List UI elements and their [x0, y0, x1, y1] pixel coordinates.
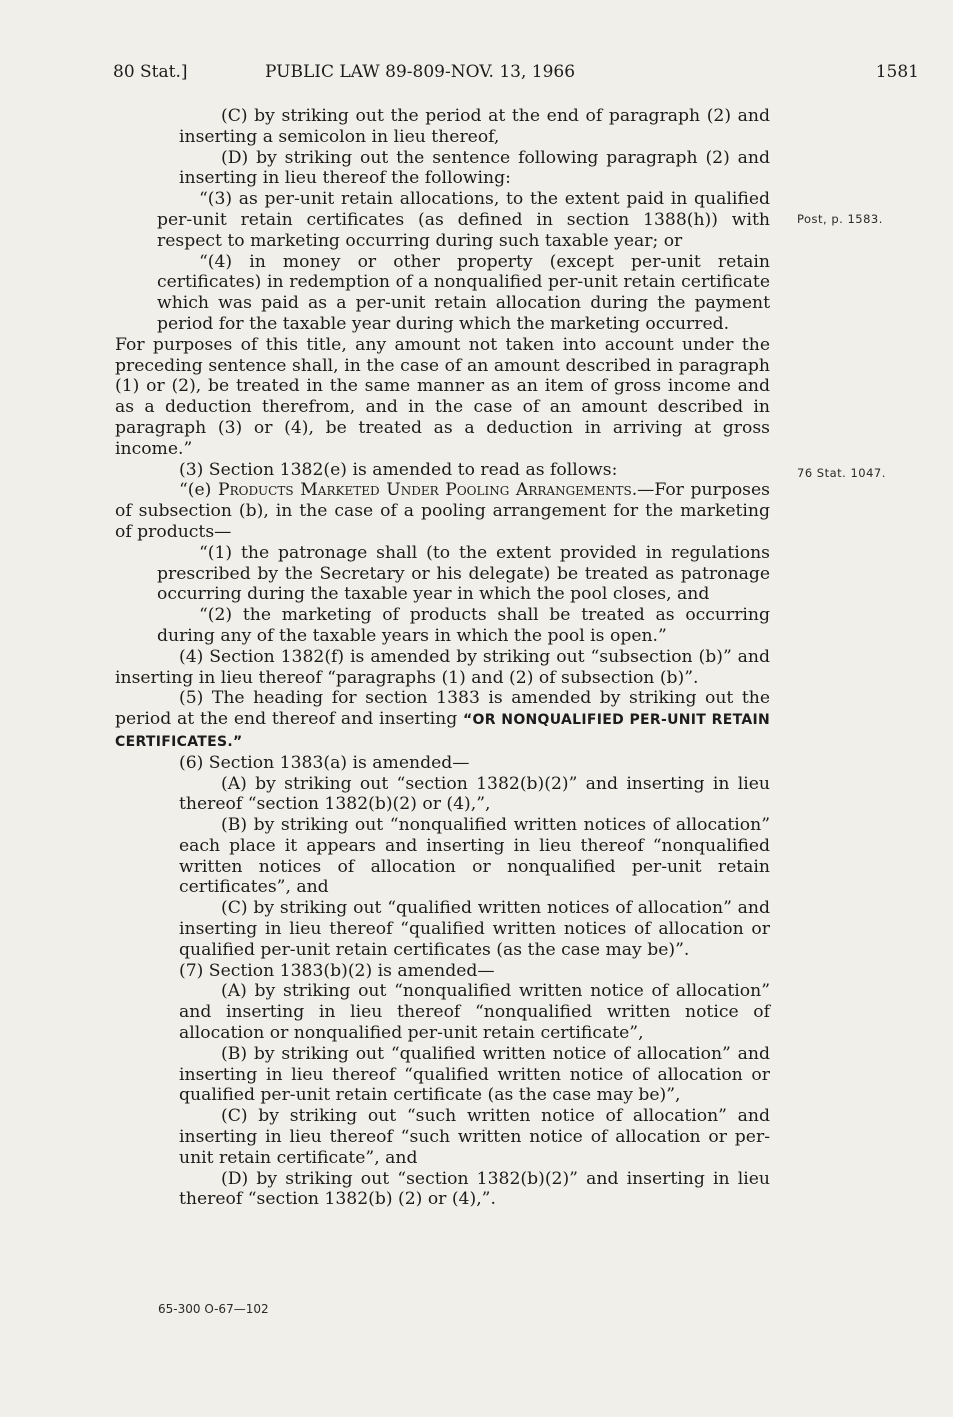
body-text	[115, 106, 770, 1210]
paragraph: (C) by striking out “qualified written notices of allocation” and inserting in lieu thereof “qualified written notices of allocation or qualified per-unit retain certificates (as the case may be)”.	[179, 898, 770, 960]
paragraph: (4) Section 1382(f) is amended by striking out “subsection (b)” and inserting in lieu thereof “paragraphs (1) and (2) of subsection (b)”.	[115, 646, 770, 688]
paragraph: (D) by striking out the sentence following paragraph (2) and inserting in lieu thereof the following:	[179, 147, 770, 189]
paragraph: “(3) as per-unit retain allocations, to the extent paid in qualified per-unit retain certificates (as defined in section 1388(h)) with respect to marketing occurring during such taxable year; or	[157, 189, 770, 251]
margin-note-stat: 76 Stat. 1047.	[797, 466, 886, 480]
paragraph: (A) by striking out “section 1382(b)(2)” and inserting in lieu thereof “section 1382(b)(2) or (4),”,	[179, 773, 770, 815]
bold-heading-text: “OR NONQUALIFIED PER-UNIT RETAIN CERTIFICATES.”	[115, 712, 770, 750]
paragraph: “(4) in money or other property (except per-unit retain certificates) in redemption of a nonqualified per-unit retain certificate which was paid as a per-unit retain allocation during the payment period for the taxable year during which the marketing occurred.	[157, 251, 770, 334]
paragraph: (B) by striking out “qualified written notice of allocation” and inserting in lieu thereof “qualified written notice of allocation or qualified per-unit retain certificate (as the case may be)”,	[179, 1043, 770, 1106]
paragraph-prefix: “(e)	[179, 480, 218, 501]
paragraph: For purposes of this title, any amount not taken into account under the preceding sentence shall, in the case of an amount described in paragraph (1) or (2), be treated in the same manner as an item of gross income and as a deduction therefrom, and in the case of an amount described in paragraph (3) or (4), be treated as a deduction in arriving at gross income.”	[115, 334, 770, 459]
paragraph-body: .—For purposes of subsection (b), in the case of a pooling arrangement for the marketing of products—	[115, 480, 770, 542]
paragraph: (7) Section 1383(b)(2) is amended—	[179, 960, 495, 981]
paragraph: “(1) the patronage shall (to the extent provided in regulations prescribed by the Secretary or his delegate) be treated as patronage occurring during the taxable year in which the pool closes, and	[157, 542, 770, 605]
paragraph: (D) by striking out “section 1382(b)(2)” and inserting in lieu thereof “section 1382(b) (2) or (4),”.	[179, 1168, 770, 1210]
paragraph	[115, 688, 770, 752]
paragraph: (A) by striking out “nonqualified written notice of allocation” and inserting in lieu thereof “nonqualified written notice of allocation or nonqualified per-unit retain certificate”,	[179, 981, 770, 1044]
law-title: PUBLIC LAW 89-809-NOV. 13, 1966	[265, 62, 576, 82]
statute-volume: 80 Stat.]	[113, 62, 188, 82]
paragraph: “(2) the marketing of products shall be treated as occurring during any of the taxable years in which the pool is open.”	[157, 605, 770, 646]
paragraph-body: (5) The heading for section 1383 is amended by striking out the period at the end thereof and inserting	[115, 688, 770, 730]
paragraph: (6) Section 1383(a) is amended—	[179, 752, 470, 773]
paragraph: (C) by striking out the period at the end of paragraph (2) and inserting a semicolon in lieu thereof,	[179, 106, 770, 147]
page-header	[113, 62, 919, 86]
section-heading: Products Marketed Under Pooling Arrangements	[218, 480, 632, 501]
paragraph: (C) by striking out “such written notice of allocation” and inserting in lieu thereof “such written notice of allocation or per-unit retain certificate”, and	[179, 1106, 770, 1168]
paragraph	[115, 480, 770, 542]
paragraph: (3) Section 1382(e) is amended to read as follows:	[179, 459, 618, 480]
margin-note-post: Post, p. 1583.	[797, 212, 883, 226]
print-code-footer: 65-300 O-67—102	[158, 1302, 269, 1316]
paragraph: (B) by striking out “nonqualified written notices of allocation” each place it appears and inserting in lieu thereof “nonqualified written notices of allocation or nonqualified per-unit retain certificates”, and	[179, 815, 770, 898]
page-number: 1581	[875, 62, 919, 82]
